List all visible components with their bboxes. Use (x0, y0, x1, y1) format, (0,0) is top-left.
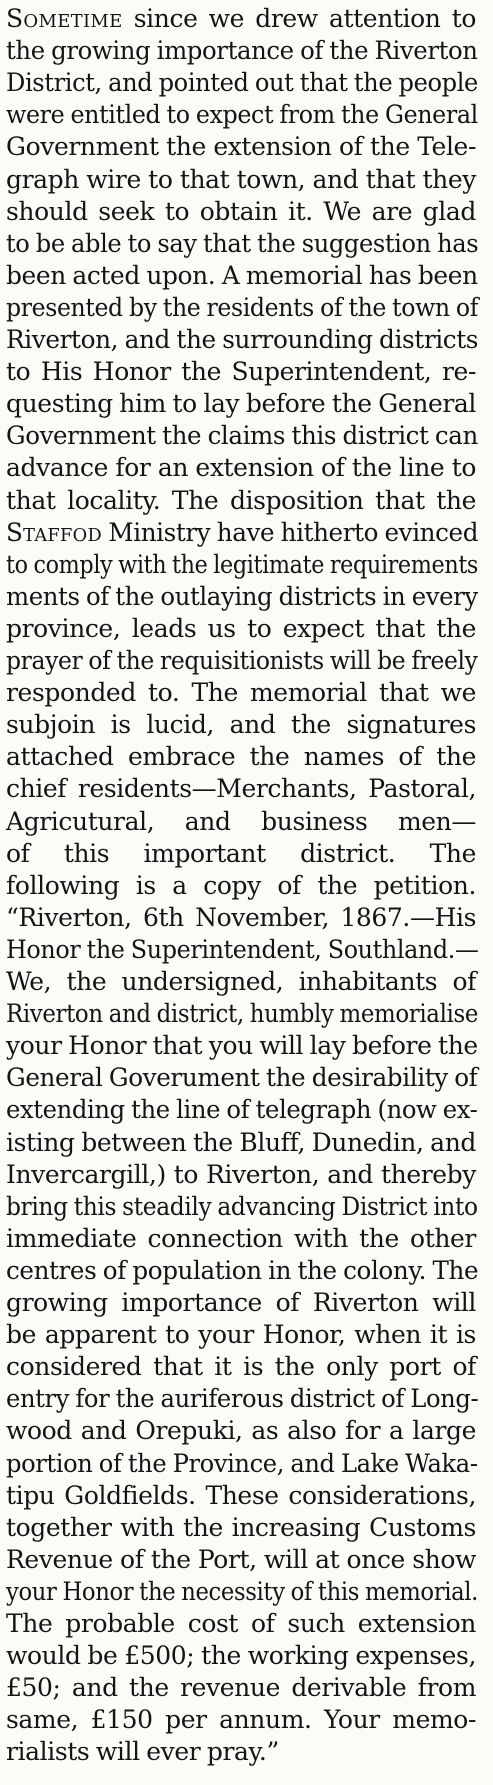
article-line (6, 772, 476, 805)
article-line (6, 484, 476, 517)
article-line (6, 1575, 479, 1608)
article-line (6, 66, 476, 99)
article-line (6, 259, 476, 292)
article-line (6, 195, 476, 228)
article-line (6, 1703, 476, 1736)
article-line (6, 1543, 476, 1576)
line-text: advance for an extension of the line to (6, 453, 476, 483)
line-text: isting between the Bluff, Dunedin, and (6, 1127, 476, 1157)
article-line (6, 612, 476, 645)
line-text: General Goverument the desirability of (6, 1063, 478, 1093)
article-line (6, 644, 476, 677)
line-text: should seek to obtain it. We are glad (6, 196, 476, 226)
article-line (6, 1414, 476, 1447)
article-line (6, 2, 476, 35)
line-text: wood and Orepuki, as also for a large (6, 1416, 476, 1446)
article-line (6, 516, 479, 549)
article-line (6, 1126, 476, 1159)
line-text: subjoin is lucid, and the signatures (6, 710, 476, 740)
line-text: entry for the auriferous district of Long- (6, 1384, 479, 1414)
line-text: £50; and the revenue derivable from (6, 1673, 476, 1703)
line-text: together with the increasing Customs (6, 1512, 476, 1542)
line-text: were entitled to expect from the General (6, 100, 478, 130)
article-line (6, 387, 476, 420)
article-line (6, 933, 479, 966)
article-line (6, 98, 476, 131)
line-text: “Riverton, 6th November, 1867.—His (6, 902, 476, 932)
article-line (6, 1318, 476, 1351)
line-text: province, leads us to expect that the (6, 613, 476, 643)
line-text: tipu Goldfields. These considerations, (6, 1480, 476, 1510)
article-line (6, 1350, 476, 1383)
line-text: chief residents—Merchants, Pastoral, (6, 774, 476, 804)
line-text: growing importance of Riverton will (6, 1288, 476, 1317)
article-line (6, 227, 479, 260)
article-line (6, 1222, 476, 1255)
article-line (6, 1735, 476, 1768)
article-line (6, 323, 479, 356)
line-text: your Honor the necessity of this memorial. (6, 1576, 479, 1606)
article-line (6, 805, 476, 838)
line-text: Invercargill,) to Riverton, and thereby (6, 1159, 476, 1189)
line-text: The probable cost of such extension (6, 1609, 476, 1638)
line-text: Government the extension of the Tele- (6, 132, 476, 162)
article-line (6, 1671, 476, 1704)
article-line (6, 965, 476, 998)
line-text: responded to. The memorial that we (6, 678, 476, 708)
line-text: the growing importance of the Riverton (6, 36, 478, 66)
article-line (6, 1607, 476, 1640)
article-line (6, 837, 476, 870)
line-text: be apparent to your Honor, when it is (6, 1320, 476, 1350)
article-line (6, 676, 476, 709)
article-line (6, 34, 476, 67)
line-text: questing him to lay before the General (6, 389, 476, 419)
line-text: to comply with the legitimate requirements (6, 549, 479, 579)
article-line (6, 1093, 476, 1126)
line-text: prayer of the requisitionists will be freely (6, 646, 478, 675)
line-text: immediate connection with the other (6, 1223, 476, 1253)
line-text: considered that it is the only port of (6, 1352, 476, 1382)
line-text: Riverton, and the surrounding districts (6, 325, 479, 354)
article-line (6, 1479, 476, 1512)
article-line (6, 1639, 476, 1672)
article-line (6, 580, 476, 613)
line-text: Honor the Superintendent, Southland.— (6, 934, 479, 964)
article-line (6, 901, 476, 934)
article-line (6, 1158, 476, 1191)
article-line (6, 1061, 476, 1094)
line-text: We, the undersigned, inhabitants of (6, 967, 476, 996)
line-text: been acted upon. A memorial has been (6, 260, 478, 290)
line-text: since we drew attention to (122, 4, 476, 33)
line-text: District, and pointed out that the people (6, 68, 478, 98)
article-line (6, 291, 479, 324)
article-line (6, 1511, 476, 1544)
article-line (6, 708, 476, 741)
line-text: Ministry have hitherto evinced (101, 517, 479, 547)
line-text: presented by the residents of the town of (6, 292, 479, 322)
small-caps-word: Sometime (6, 4, 123, 33)
small-caps-word: Staffod (6, 517, 102, 547)
article-line (6, 130, 476, 163)
article-line (6, 1254, 479, 1287)
article-line (6, 869, 476, 902)
line-text: same, £150 per annum. Your memo- (6, 1705, 476, 1735)
line-text: that locality. The disposition that the (6, 485, 476, 515)
line-text: extending the line of telegraph (now ex- (6, 1095, 478, 1125)
article-line (6, 355, 476, 388)
line-text: Riverton and district, humbly memorialise (6, 999, 479, 1029)
line-text: to His Honor the Superintendent, re- (6, 357, 476, 387)
article-line (6, 548, 479, 581)
line-text: of this important district. The (6, 838, 476, 868)
line-text: following is a copy of the petition. (6, 870, 476, 900)
line-text: Revenue of the Port, will at once show (6, 1544, 476, 1574)
article-line (6, 451, 476, 484)
article-line (6, 997, 479, 1030)
line-text: ments of the outlaying districts in every (6, 581, 478, 611)
line-text: rialists will ever pray.” (6, 1737, 279, 1767)
article-line (6, 1286, 476, 1319)
line-text: Agricutural, and business men— (6, 806, 476, 836)
article-line (6, 740, 476, 773)
article-line (6, 1190, 476, 1223)
article-line (6, 163, 476, 196)
line-text: attached embrace the names of the (6, 742, 476, 772)
line-text: portion of the Province, and Lake Waka- (6, 1448, 478, 1478)
line-text: your Honor that you will lay before the (6, 1031, 478, 1061)
line-text: would be £500; the working expenses, (6, 1641, 476, 1671)
article-line (6, 419, 476, 452)
line-text: centres of population in the colony. The (6, 1255, 479, 1285)
line-text: to be able to say that the suggestion has (6, 228, 479, 258)
line-text: Government the claims this district can (6, 421, 478, 451)
article-line (6, 1447, 476, 1480)
article-line (6, 1029, 476, 1062)
article-line (6, 1382, 479, 1415)
line-text: graph wire to that town, and that they (6, 164, 476, 194)
line-text: bring this steadily advancing District into (6, 1191, 478, 1221)
